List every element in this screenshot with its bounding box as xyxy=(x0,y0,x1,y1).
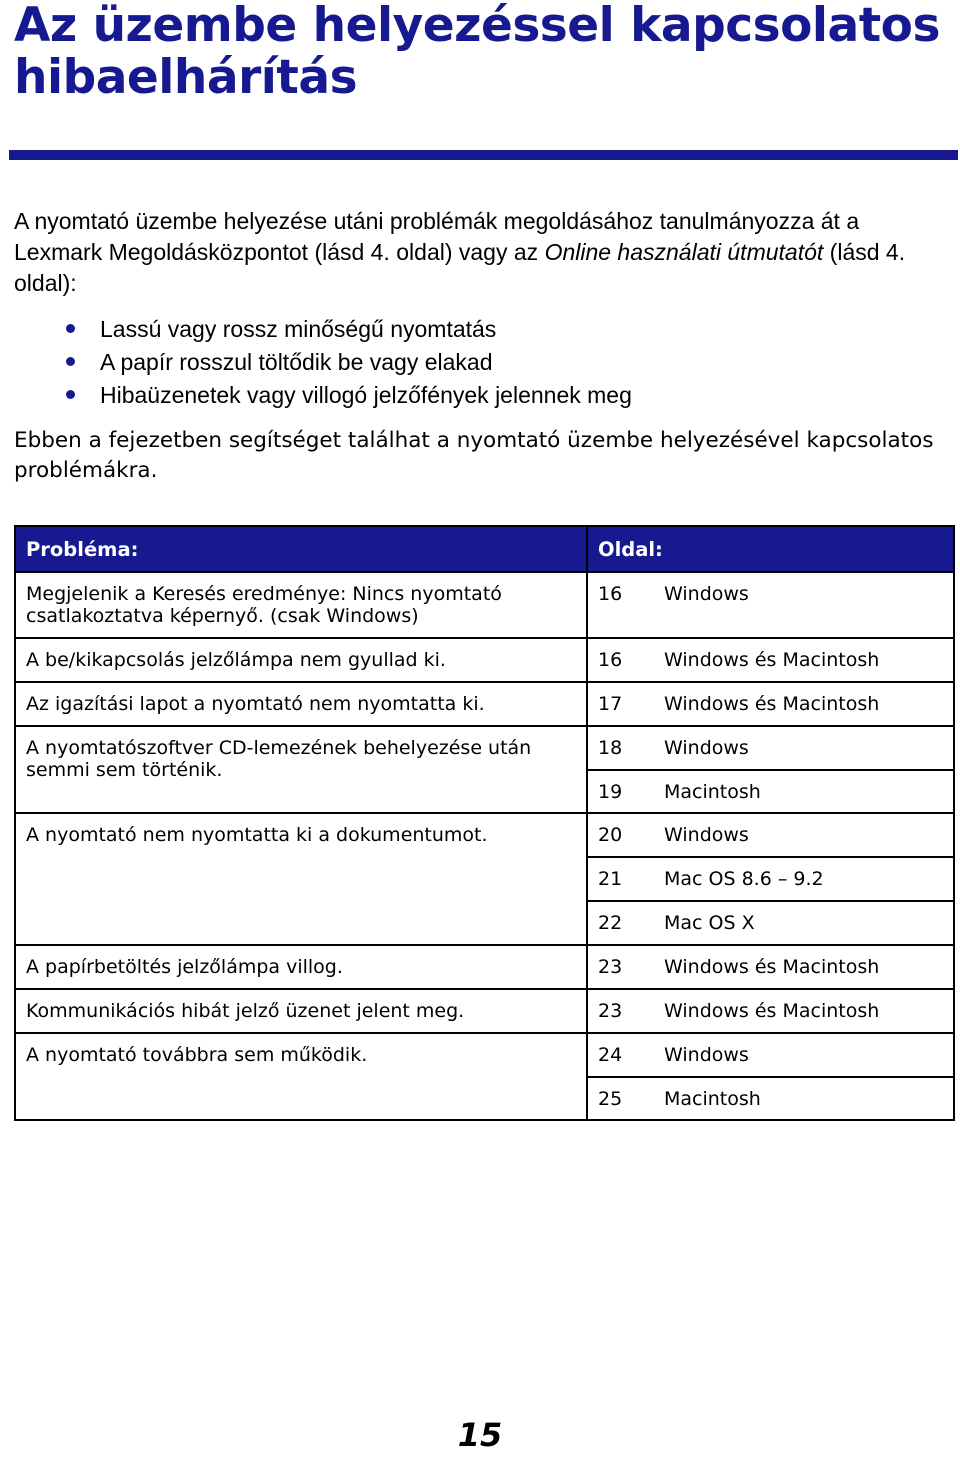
intro-guide-link: Online használati útmutatót xyxy=(544,239,824,265)
page-cell xyxy=(587,945,954,989)
page-number: 24 xyxy=(598,1044,623,1066)
system-label: Windows és Macintosh xyxy=(664,1000,880,1022)
system-label: Windows és Macintosh xyxy=(664,956,880,978)
page-cell xyxy=(587,813,954,857)
table-row xyxy=(15,638,954,682)
system-label: Windows xyxy=(664,737,749,759)
page-number: 21 xyxy=(598,868,623,890)
problem-cell: A nyomtató nem nyomtatta ki a dokumentumot. xyxy=(15,813,587,945)
page-cell xyxy=(587,726,954,770)
page-title: Az üzembe helyezéssel kapcsolatos hibaelhárítás xyxy=(14,0,940,105)
table-row xyxy=(15,572,954,638)
problem-cell: A papírbetöltés jelzőlámpa villog. xyxy=(15,945,587,989)
page-number: 16 xyxy=(598,583,623,605)
system-label: Macintosh xyxy=(664,1088,761,1110)
bullet-icon xyxy=(66,390,75,399)
problem-cell: A nyomtatószoftver CD-lemezének behelyezése után semmi sem történik. xyxy=(15,726,587,813)
system-label: Windows és Macintosh xyxy=(664,649,880,671)
chapter-description: Ebben a fejezetben segítséget találhat a nyomtató üzembe helyezésével kapcsolatos problémákra. xyxy=(14,428,934,483)
system-label: Windows xyxy=(664,583,749,605)
bullet-icon xyxy=(66,324,75,333)
system-label: Windows xyxy=(664,824,749,846)
table-row xyxy=(15,1033,954,1077)
bullet-icon xyxy=(66,357,75,366)
page-cell xyxy=(587,682,954,726)
list-item-label: Lassú vagy rossz minőségű nyomtatás xyxy=(100,316,497,342)
system-label: Windows és Macintosh xyxy=(664,693,880,715)
page-number: 16 xyxy=(598,649,623,671)
troubleshooting-table xyxy=(14,525,955,1121)
header-page: Oldal: xyxy=(587,526,954,572)
system-label: Mac OS X xyxy=(664,912,755,934)
system-label: Macintosh xyxy=(664,781,761,803)
page-number: 20 xyxy=(598,824,623,846)
problem-cell: Kommunikációs hibát jelző üzenet jelent meg. xyxy=(15,989,587,1033)
page-cell xyxy=(587,638,954,682)
list-item xyxy=(62,314,632,347)
page-number: 23 xyxy=(598,956,623,978)
page-cell xyxy=(587,572,954,638)
problem-cell: A nyomtató továbbra sem működik. xyxy=(15,1033,587,1120)
page-cell xyxy=(587,770,954,813)
page-cell xyxy=(587,989,954,1033)
intro-text-end: (lásd 4. oldal): xyxy=(14,239,906,296)
problem-cell: Megjelenik a Keresés eredménye: Nincs nyomtató csatlakoztatva képernyő. (csak Windows) xyxy=(15,572,587,638)
page-number: 18 xyxy=(598,737,623,759)
page-cell xyxy=(587,857,954,901)
page-number: 17 xyxy=(598,693,623,715)
page-number: 22 xyxy=(598,912,623,934)
table-header-row xyxy=(15,526,954,572)
table-row xyxy=(15,726,954,770)
system-label: Mac OS 8.6 – 9.2 xyxy=(664,868,824,890)
intro-paragraph xyxy=(14,206,949,299)
page-cell xyxy=(587,901,954,945)
list-item-label: Hibaüzenetek vagy villogó jelzőfények jelennek meg xyxy=(100,382,632,408)
issue-list xyxy=(62,314,632,413)
table-row xyxy=(15,945,954,989)
problem-cell: A be/kikapcsolás jelzőlámpa nem gyullad ki. xyxy=(15,638,587,682)
list-item xyxy=(62,380,632,413)
list-item xyxy=(62,347,632,380)
problem-cell: Az igazítási lapot a nyomtató nem nyomtatta ki. xyxy=(15,682,587,726)
list-item-label: A papír rosszul töltődik be vagy elakad xyxy=(100,349,493,375)
page-number: 23 xyxy=(598,1000,623,1022)
header-problem: Probléma: xyxy=(15,526,587,572)
table-row xyxy=(15,682,954,726)
system-label: Windows xyxy=(664,1044,749,1066)
page-cell xyxy=(587,1033,954,1077)
table-row xyxy=(15,813,954,857)
page-number: 19 xyxy=(598,781,623,803)
intro-text: A nyomtató üzembe helyezése utáni problémák megoldásához tanulmányozza át a Lexmark Megoldásközpontot (lásd 4. oldal) vagy az xyxy=(14,208,860,265)
page-cell xyxy=(587,1077,954,1120)
page-number: 25 xyxy=(598,1088,623,1110)
title-rule xyxy=(9,150,958,160)
page-number-footer: 15 xyxy=(457,1416,503,1454)
table-row xyxy=(15,989,954,1033)
